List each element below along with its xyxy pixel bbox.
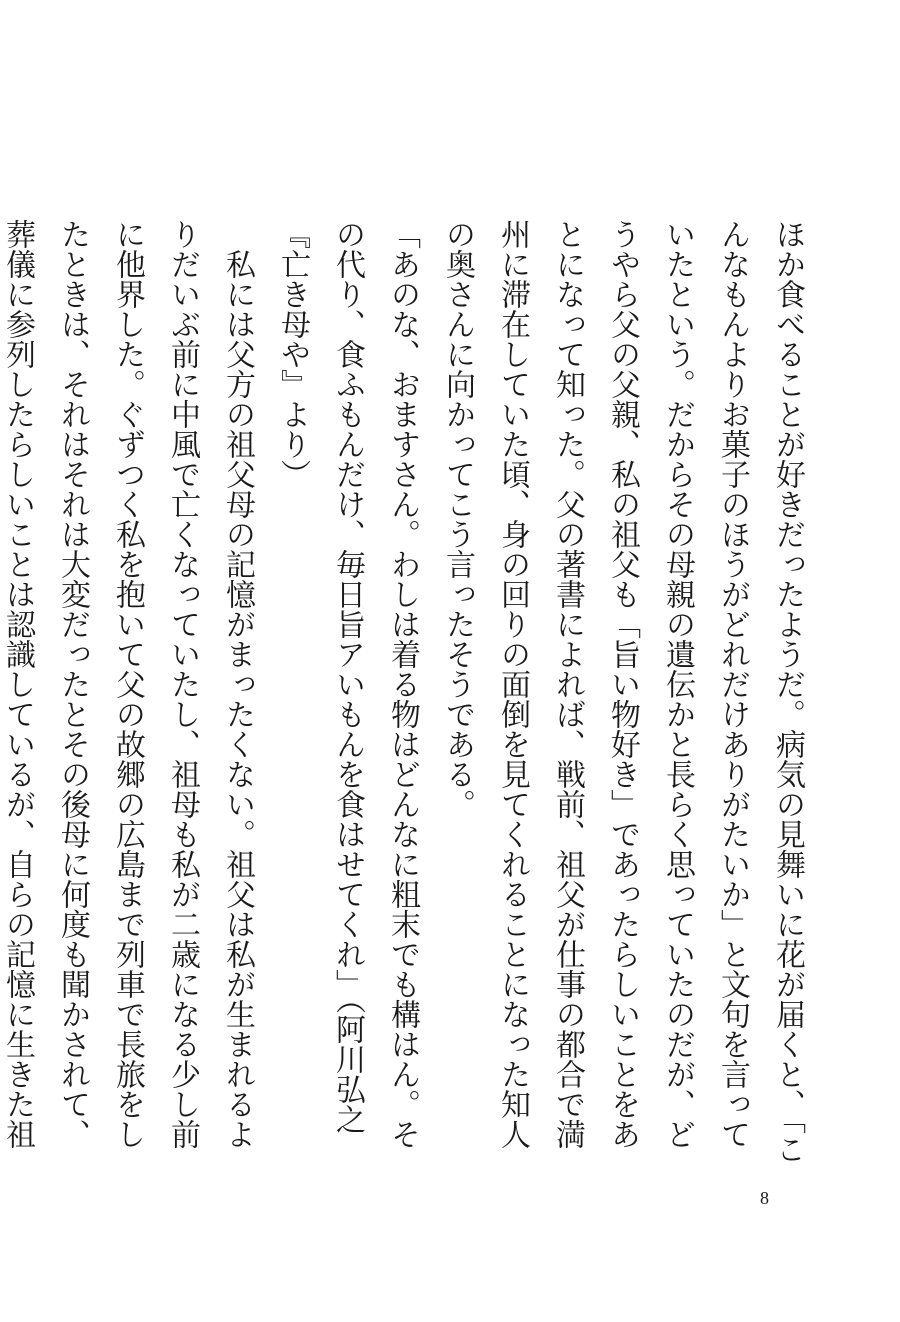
- paragraph-grandparents: 私には父方の祖父母の記憶がまったくない。祖父は私が生まれるよりだいぶ前に中風で亡くなっていたし、祖母も私が二歳になる少し前に他界した。ぐずつく私を抱いて父の故郷の広島まで列車で長旅をしたときは、それはそれは大変だったとその後母に何度も聞かされて、葬儀に参列したらしいことは認識しているが、自らの記憶に生きた祖: [0, 219, 255, 1149]
- vertical-text-body: [0, 219, 815, 1174]
- page-number: 8: [760, 1188, 769, 1208]
- paragraph-continued: ほか食べることが好きだったようだ。病気の見舞いに花が届くと、「こんなもんよりお菓子のほうがどれだけありがたいか」と文句を言っていたという。だからその母親の遺伝かと長らく思っていたのだが、どうやら父の父親、私の祖父も「旨い物好き」であったらしいことをあとになって知った。父の著書によれば、戦前、祖父が仕事の都合で満州に滞在していた頃、身の回りの面倒を見てくれることになった知人の奥さんに向かってこう言ったそうである。: [440, 219, 805, 1164]
- paragraph-quote: 「あのな、おますさん。わしは着る物はどんなに粗末でも構はん。その代り、食ふもんだけ、毎日旨アいもんを食はせてくれ」（阿川弘之『亡き母や』より）: [275, 219, 420, 1149]
